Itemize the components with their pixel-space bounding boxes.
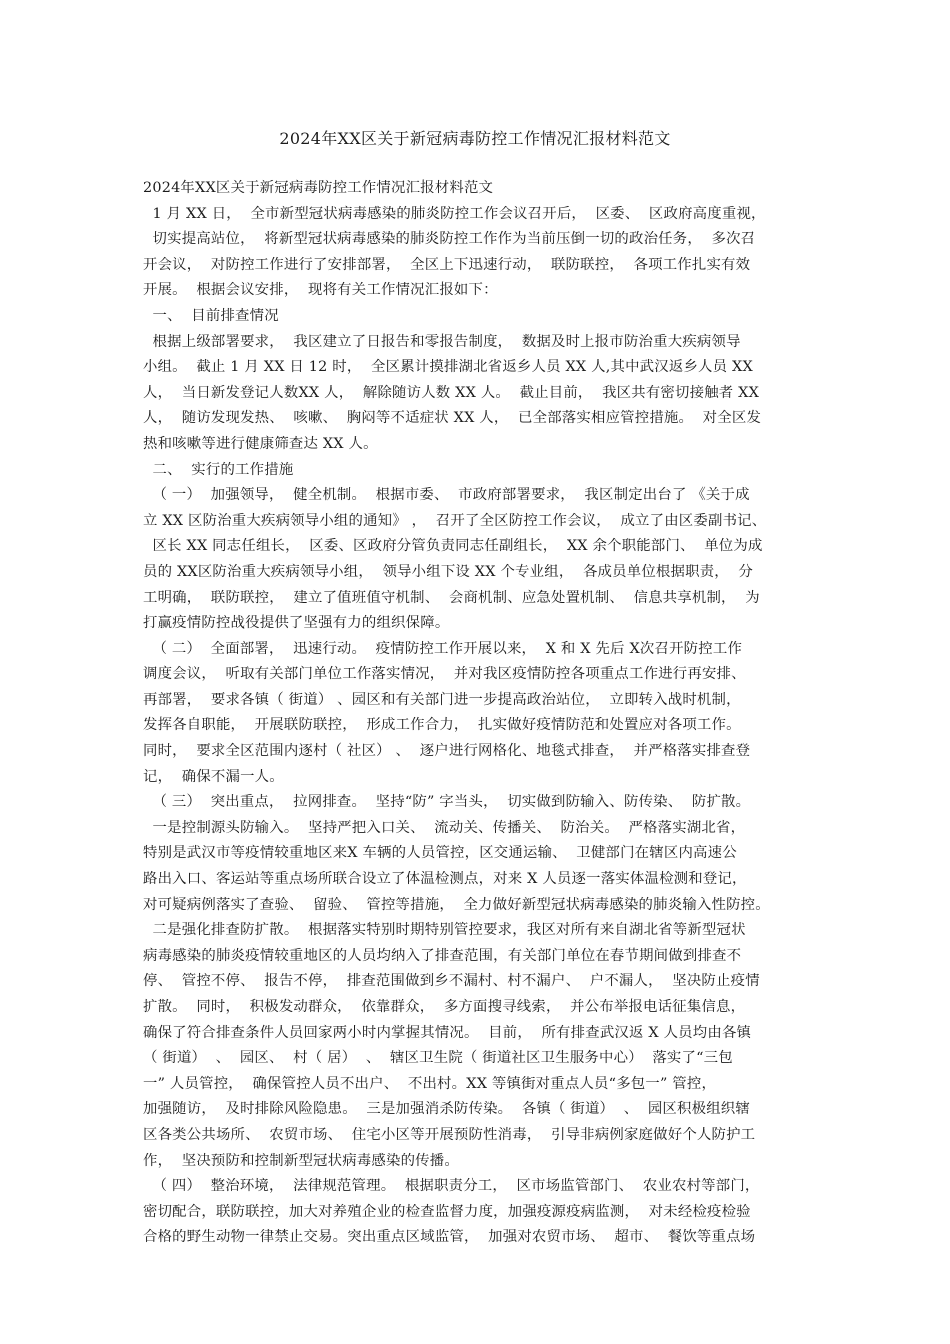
document-title: 2024年XX区关于新冠病毒防控工作情况汇报材料范文	[279, 129, 671, 148]
body-line: 停、 管控不停、 报告不停， 排查范围做到乡不漏村、村不漏户、 户不漏人， 坚决防止疫情	[143, 973, 760, 990]
body-line: 区各类公共场所、 农贸市场、 住宅小区等开展预防性消毒， 引导非病例家庭做好个人防护工	[143, 1126, 756, 1143]
body-line: 根据上级部署要求， 我区建立了日报告和零报告制度， 数据及时上报市防治重大疾病领导	[143, 333, 741, 350]
body-line: 发挥各自职能， 开展联防联控， 形成工作合力， 扎实做好疫情防范和处置应对各项工作。	[143, 717, 741, 734]
body-line: 打赢疫情防控战役提供了坚强有力的组织保障。	[143, 615, 450, 632]
body-line: （ 四） 整治环境， 法律规范管理。 根据职责分工， 区市场监管部门、 农业农村等部门，	[143, 1178, 760, 1195]
body-line: 记， 确保不漏一人。	[143, 768, 284, 785]
body-line: 工明确， 联防联控， 建立了值班值守机制、 会商机制、应急处置机制、 信息共享机制， 为	[143, 589, 760, 606]
body-line: 开会议， 对防控工作进行了安排部署， 全区上下迅速行动， 联防联控， 各项工作扎实有效	[143, 256, 751, 273]
body-line: 二是强化排查防扩散。 根据落实特别时期特别管控要求，我区对所有来自湖北省等新型冠状	[143, 922, 746, 939]
body-line: 再部署， 要求各镇（ 街道） 、园区和有关部门进一步提高政治站位， 立即转入战时机制，	[143, 691, 741, 708]
body-line: 特别是武汉市等疫情较重地区来X 车辆的人员管控，区交通运输、 卫健部门在辖区内高速公	[143, 845, 737, 862]
body-line: 对可疑病例落实了查验、 留验、 管控等措施， 全力做好新型冠状病毒感染的肺炎输入性防控。	[143, 896, 770, 913]
body-line: 合格的野生动物一律禁止交易。突出重点区域监管， 加强对农贸市场、 超市、 餐饮等重点场	[143, 1229, 756, 1246]
body-line: 一” 人员管控， 确保管控人员不出户、 不出村。XX 等镇街对重点人员“多包一” 管控，	[143, 1075, 717, 1092]
body-line: 路出入口、客运站等重点场所联合设立了体温检测点，对来 X 人员逐一落实体温检测和登记，	[143, 871, 747, 888]
body-line: （ 三） 突出重点， 拉网排查。 坚持“防” 字当头， 切实做到防输入、防传染、 防扩散。	[143, 794, 751, 811]
body-line: 小组。 截止 1 月 XX 日 12 时， 全区累计摸排湖北省返乡人员 XX 人,其中武汉返乡人员 XX	[143, 359, 753, 376]
body-line: 热和咳嗽等进行健康筛查达 XX 人。	[143, 435, 378, 452]
body-line: 二、 实行的工作措施	[143, 461, 294, 478]
body-line: 扩散。 同时， 积极发动群众， 依靠群众， 多方面搜寻线索， 并公布举报电话征集信息，	[143, 999, 746, 1015]
body-line: （ 二） 全面部署， 迅速行动。 疫情防控工作开展以来， X 和 X 先后 X次召开防控工作	[143, 640, 743, 657]
body-line: 确保了符合排查条件人员回家两小时内掌握其情况。 目前， 所有排查武汉返 X 人员均由各镇	[143, 1024, 752, 1041]
body-line: 开展。 根据会议安排， 现将有关工作情况汇报如下：	[143, 282, 498, 299]
body-line: 调度会议， 听取有关部门单位工作落实情况， 并对我区疫情防控各项重点工作进行再安排、	[143, 666, 746, 683]
body-line: 2024年XX区关于新冠病毒防控工作情况汇报材料范文	[143, 180, 494, 196]
body-line: 同时， 要求全区范围内逐村（ 社区） 、 逐户进行网格化、地毯式排查， 并严格落实排查登	[143, 743, 751, 760]
body-line: 一是控制源头防输入。 坚持严把入口关、 流动关、传播关、 防治关。 严格落实湖北省，	[143, 819, 746, 836]
body-line: 立 XX 区防治重大疾病领导小组的通知》 ， 召开了全区防控工作会议， 成立了由区委副书记、	[143, 512, 767, 529]
body-line: 密切配合，联防联控，加大对养殖企业的检查监督力度，加强疫源疫病监测， 对未经检疫检验	[143, 1203, 751, 1220]
body-line: 加强随访， 及时排除风险隐患。 三是加强消杀防传染。 各镇（ 街道） 、 园区积极组织辖	[143, 1101, 750, 1118]
body-line: （ 一） 加强领导， 健全机制。 根据市委、 市政府部署要求， 我区制定出台了 《关于成	[143, 487, 750, 504]
document-body	[143, 176, 813, 1251]
body-line: 病毒感染的肺炎疫情较重地区的人员均纳入了排查范围，有关部门单位在春节期间做到排查不	[143, 947, 742, 964]
body-line: 一、 目前排查情况	[143, 307, 279, 324]
body-line: 1 月 XX 日， 全市新型冠状病毒感染的肺炎防控工作会议召开后， 区委、 区政府高度重视，	[143, 205, 766, 222]
body-line: 人， 当日新发登记人数XX 人， 解除随访人数 XX 人。 截止目前， 我区共有密切接触者 XX	[143, 384, 760, 401]
body-line: 区长 XX 同志任组长， 区委、区政府分管负责同志任副组长， XX 余个职能部门、 单位为成	[143, 538, 763, 555]
body-line: 切实提高站位， 将新型冠状病毒感染的肺炎防控工作作为当前压倒一切的政治任务， 多次召	[143, 231, 756, 248]
body-line: 人， 随访发现发热、 咳嗽、 胸闷等不适症状 XX 人， 已全部落实相应管控措施。 对全区发	[143, 410, 762, 427]
body-line: 作， 坚决预防和控制新型冠状病毒感染的传播。	[143, 1152, 459, 1169]
body-line: （ 街道） 、 园区、 村（ 居） 、 辖区卫生院（ 街道社区卫生服务中心） 落实了“三包	[143, 1050, 733, 1067]
body-line: 员的 XX区防治重大疾病领导小组， 领导小组下设 XX 个专业组， 各成员单位根据职责， 分	[143, 563, 754, 580]
